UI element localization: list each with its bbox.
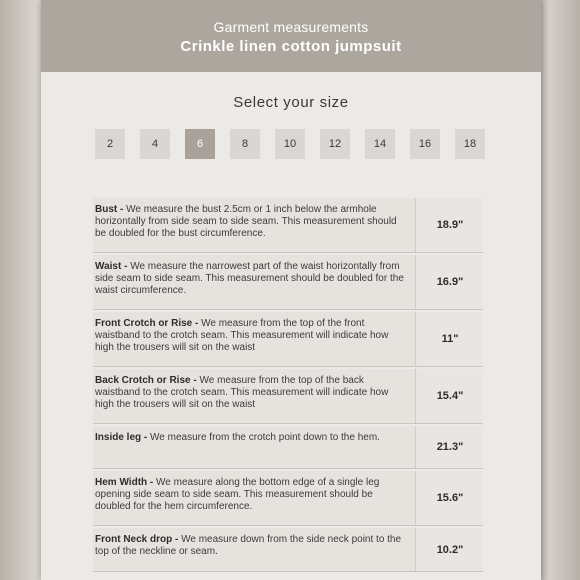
table-row	[93, 471, 483, 526]
table-row	[93, 369, 483, 424]
size-option-18[interactable]: 18	[455, 129, 485, 159]
size-option-14[interactable]: 14	[365, 129, 395, 159]
measurement-value: 15.4"	[417, 369, 483, 423]
measurement-name: Hem Width -	[95, 477, 154, 488]
size-option-2[interactable]: 2	[95, 129, 125, 159]
select-size-label: Select your size	[233, 94, 349, 111]
table-row	[93, 312, 483, 367]
measurement-name: Inside leg -	[95, 432, 148, 443]
measurement-name: Bust -	[95, 204, 124, 215]
measurement-text: We measure the bust 2.5cm or 1 inch below the armhole horizontally from side seam to side seam. This measurement should be doubled for the bust circumference.	[95, 204, 397, 240]
size-option-10[interactable]: 10	[275, 129, 305, 159]
measurement-description	[93, 312, 416, 366]
size-option-8[interactable]: 8	[230, 129, 260, 159]
header-subtitle: Garment measurements	[213, 19, 369, 35]
measurement-text: We measure along the bottom edge of a single leg opening side seam to side seam. This measurement should be doubled for the hem circumference.	[95, 477, 380, 513]
product-title: Crinkle linen cotton jumpsuit	[180, 38, 402, 55]
page-shadow	[541, 0, 549, 580]
measurement-text: We measure from the top of the front waistband to the crotch seam. This measurement will indicate how high the trousers will sit on the waist	[95, 318, 389, 354]
measurement-value: 18.9"	[417, 198, 483, 252]
measurement-description	[93, 255, 416, 309]
measurement-name: Front Crotch or Rise -	[95, 318, 199, 329]
header-banner	[41, 0, 541, 72]
measurement-value: 21.3"	[417, 426, 483, 468]
table-row	[93, 198, 483, 253]
measurement-description	[93, 369, 416, 423]
measurement-description	[93, 528, 416, 571]
size-option-16[interactable]: 16	[410, 129, 440, 159]
measurement-sheet	[41, 0, 541, 580]
measurement-description	[93, 198, 416, 252]
measurement-name: Waist -	[95, 261, 128, 272]
measurement-value: 11"	[417, 312, 483, 366]
table-row	[93, 255, 483, 310]
measurement-text: We measure the narrowest part of the waist horizontally from side seam to side seam. This measurement should be doubled for the waist circumference.	[95, 261, 404, 297]
table-row	[93, 528, 483, 572]
measurement-text: We measure from the crotch point down to the hem.	[150, 432, 380, 443]
size-selector	[95, 129, 495, 159]
measurement-value: 10.2"	[417, 528, 483, 571]
size-option-12[interactable]: 12	[320, 129, 350, 159]
measurement-text: We measure from the top of the back waistband to the crotch seam. This measurement will indicate how high the trousers will sit on the waist	[95, 375, 389, 411]
measurement-value: 15.6"	[417, 471, 483, 525]
measurement-name: Back Crotch or Rise -	[95, 375, 197, 386]
measurement-value: 16.9"	[417, 255, 483, 309]
size-option-6[interactable]: 6	[185, 129, 215, 159]
size-option-4[interactable]: 4	[140, 129, 170, 159]
measurement-description	[93, 471, 416, 525]
measurement-name: Front Neck drop -	[95, 534, 179, 545]
table-row	[93, 426, 483, 469]
measurement-description	[93, 426, 416, 468]
measurement-text: We measure down from the side neck point to the top of the neckline or seam.	[95, 534, 402, 558]
